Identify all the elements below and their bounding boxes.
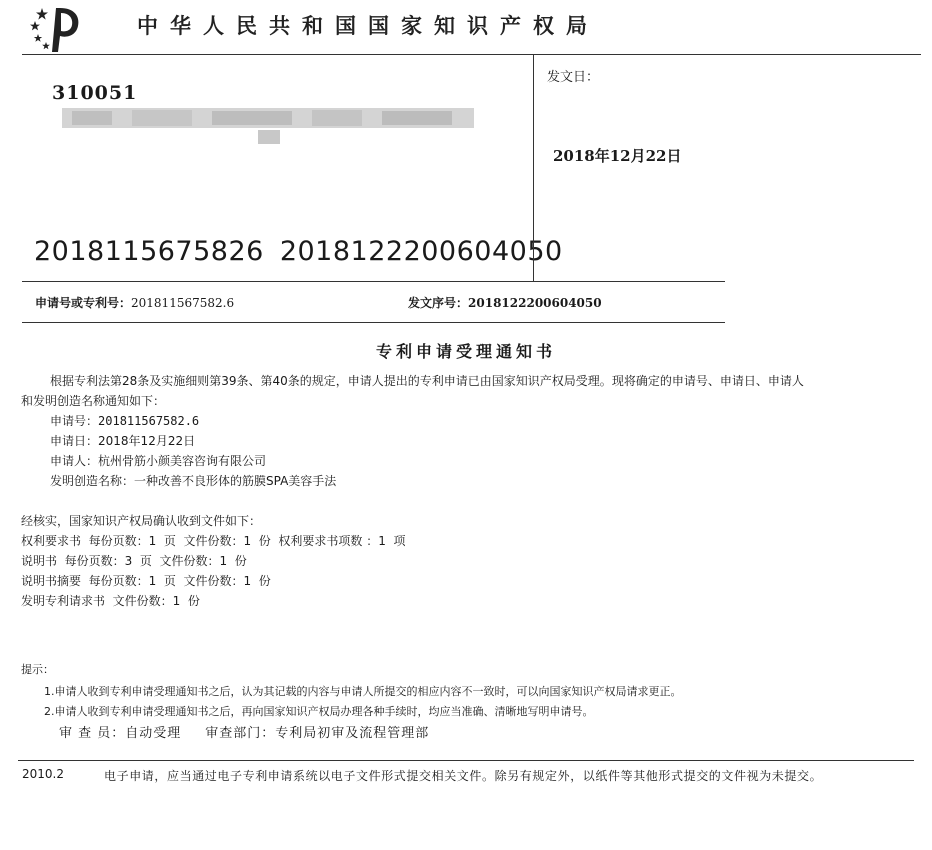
field-invention-title xyxy=(50,471,336,491)
note-item-1: 1.申请人收到专利申请受理通知书之后，认为其记载的内容与申请人所提交的相应内容不一致时，可以向国家知识产权局请求更正。 xyxy=(44,685,682,698)
form-version-code: 2010.2 xyxy=(22,767,64,781)
issue-date-label: 发文日： xyxy=(547,70,600,85)
file-description: 说明书 每份页数：3 页 文件份数：1 份 xyxy=(21,554,247,568)
meta-rule xyxy=(22,322,725,323)
intro-paragraph-line-1: 根据专利法第28条及实施细则第39条、第40条的规定，申请人提出的专利申请已由国家知识产权局受理。现将确定的申请号、申请日、申请人 xyxy=(50,374,804,388)
block-rule xyxy=(22,281,725,282)
field-application-date xyxy=(50,431,195,451)
blurred-address xyxy=(62,106,474,146)
examiner-label: 审 查 员： xyxy=(59,726,126,741)
examiner-value: 自动受理 xyxy=(125,726,182,741)
serial-number-line xyxy=(408,294,602,311)
office-name: 中华人民共和国国家知识产权局 xyxy=(137,14,599,38)
field-label: 发明创造名称： xyxy=(50,474,135,488)
footer-note: 电子申请，应当通过电子专利申请系统以电子文件形式提交相关文件。除另有规定外，以纸件等其他形式提交的文件视为未提交。 xyxy=(104,769,823,783)
footer-rule xyxy=(18,760,914,761)
cnipa-emblem-icon xyxy=(26,4,82,54)
file-abstract: 说明书摘要 每份页数：1 页 文件份数：1 份 xyxy=(21,574,271,588)
header-rule xyxy=(22,54,921,55)
issue-date-value: 2018年12月22日 xyxy=(553,147,682,165)
notes-heading: 提示： xyxy=(21,663,54,676)
field-label: 申请人： xyxy=(50,454,99,468)
field-application-number xyxy=(50,411,199,431)
file-request: 发明专利请求书 文件份数：1 份 xyxy=(21,594,200,608)
examiner-line xyxy=(59,722,429,741)
application-number-label: 申请号或专利号： xyxy=(35,296,132,310)
field-applicant xyxy=(50,451,266,471)
department-label: 审查部门： xyxy=(205,726,276,741)
field-value: 一种改善不良形体的筋膜SPA美容手法 xyxy=(134,474,337,488)
field-label: 申请日： xyxy=(50,434,99,448)
field-value: 201811567582.6 xyxy=(98,414,200,428)
application-number-line xyxy=(35,294,234,311)
verified-intro: 经核实，国家知识产权局确认收到文件如下： xyxy=(21,514,262,528)
file-claims: 权利要求书 每份页数：1 页 文件份数：1 份 权利要求书项数 ：1 项 xyxy=(21,534,406,548)
field-value: 杭州骨筋小颜美容咨询有限公司 xyxy=(98,454,267,468)
serial-number-value: 2018122200604050 xyxy=(468,296,602,310)
department-value: 专利局初审及流程管理部 xyxy=(275,726,430,741)
barcode-numbers xyxy=(34,236,579,267)
field-value: 2018年12月22日 xyxy=(98,434,196,448)
field-label: 申请号： xyxy=(50,414,99,428)
column-divider xyxy=(533,55,534,281)
postal-code: 310051 xyxy=(52,82,138,104)
big-serial-number: 2018122200604050 xyxy=(279,236,563,267)
serial-number-label: 发文序号： xyxy=(408,296,469,310)
note-item-2: 2.申请人收到专利申请受理通知书之后，再向国家知识产权局办理各种手续时，均应当准确、清晰地写明申请号。 xyxy=(44,705,594,718)
intro-paragraph-line-2: 和发明创造名称通知如下： xyxy=(21,394,166,408)
document-title: 专利申请受理通知书 xyxy=(375,342,556,361)
application-number-value: 201811567582.6 xyxy=(131,296,235,310)
big-application-number: 2018115675826 xyxy=(34,236,264,267)
